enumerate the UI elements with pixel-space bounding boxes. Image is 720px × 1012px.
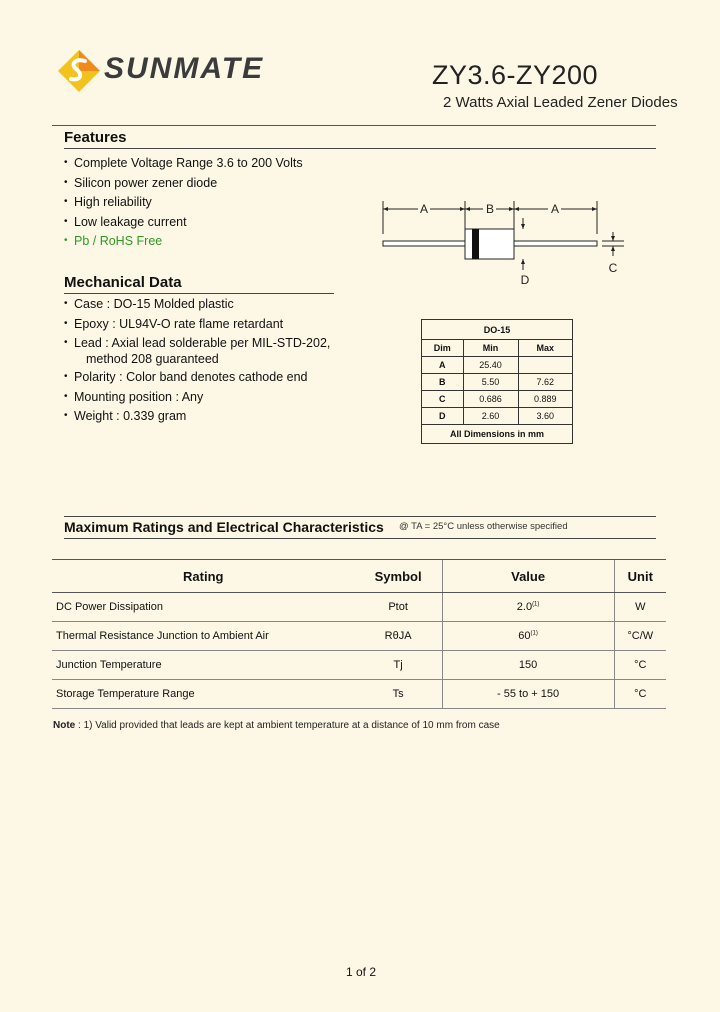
mech-item: • Lead : Axial lead solderable per MIL-STD-202, xyxy=(64,336,364,351)
note-text: : 1) Valid provided that leads are kept at ambient temperature at a distance of 10 mm from case xyxy=(78,720,500,731)
table-row xyxy=(52,651,666,680)
diode-outline-diagram xyxy=(378,196,628,288)
dim-row xyxy=(422,391,572,408)
dim-cell: 0.889 xyxy=(518,391,572,408)
feature-item: • Low leakage current xyxy=(64,215,364,230)
feature-item: • Complete Voltage Range 3.6 to 200 Volts xyxy=(64,156,364,171)
mechanical-title: Mechanical Data xyxy=(64,274,182,291)
dim-row xyxy=(422,357,572,374)
dim-cell: 3.60 xyxy=(518,408,572,425)
dim-cell: B xyxy=(422,374,463,391)
mech-item: • Epoxy : UL94V-O rate flame retardant xyxy=(64,317,364,332)
col-symbol: Symbol xyxy=(355,560,443,593)
features-title: Features xyxy=(64,129,127,146)
note-label: Note xyxy=(53,720,76,731)
value-note: (1) xyxy=(530,630,538,637)
unit-cell: W xyxy=(614,593,666,622)
dim-label-a-left: A xyxy=(419,202,429,216)
page-number: 1 of 2 xyxy=(346,965,377,979)
col-rating: Rating xyxy=(52,560,355,593)
subtitle: 2 Watts Axial Leaded Zener Diodes xyxy=(443,94,678,111)
dim-header: Dim xyxy=(422,340,463,357)
footnote xyxy=(53,720,500,731)
unit-cell: °C xyxy=(614,651,666,680)
dim-cell: 7.62 xyxy=(518,374,572,391)
dim-row xyxy=(422,374,572,391)
mechanical-rule xyxy=(64,293,334,294)
dim-label-d: D xyxy=(520,273,530,287)
dim-cell: D xyxy=(422,408,463,425)
rating-cell: Storage Temperature Range xyxy=(52,680,355,709)
feature-item: • Silicon power zener diode xyxy=(64,176,364,191)
mech-item: • Weight : 0.339 gram xyxy=(64,409,364,424)
header-divider xyxy=(52,125,656,126)
brand-name: SUNMATE xyxy=(104,52,265,85)
features-rule xyxy=(64,148,656,149)
dim-label-a-right: A xyxy=(550,202,560,216)
features-list xyxy=(64,156,364,254)
table-row xyxy=(52,593,666,622)
symbol-cell: Tj xyxy=(355,651,443,680)
ratings-table xyxy=(52,559,666,709)
unit-cell: °C xyxy=(614,680,666,709)
part-number: ZY3.6-ZY200 xyxy=(432,60,599,90)
mech-item: • Polarity : Color band denotes cathode end xyxy=(64,370,364,385)
dim-label-c: C xyxy=(608,261,618,275)
mech-item: • Mounting position : Any xyxy=(64,390,364,405)
unit-cell: °C/W xyxy=(614,622,666,651)
value-cell: - 55 to + 150 xyxy=(497,688,560,700)
col-unit: Unit xyxy=(614,560,666,593)
mech-item: • Case : DO-15 Molded plastic xyxy=(64,297,364,312)
value-note: (1) xyxy=(532,601,540,608)
dim-cell: 25.40 xyxy=(463,357,518,374)
mech-item-cont: method 208 guaranteed xyxy=(86,351,219,366)
dim-cell xyxy=(518,357,572,374)
mechanical-list xyxy=(64,297,364,429)
package-name: DO-15 xyxy=(422,320,572,340)
dim-row xyxy=(422,408,572,425)
dim-cell: 5.50 xyxy=(463,374,518,391)
symbol-cell: RθJA xyxy=(355,622,443,651)
table-row xyxy=(52,680,666,709)
dim-cell: 0.686 xyxy=(463,391,518,408)
rating-cell: Junction Temperature xyxy=(52,651,355,680)
ratings-condition: @ TA = 25°C unless otherwise specified xyxy=(399,521,568,532)
value-cell: 150 xyxy=(518,659,538,671)
col-value: Value xyxy=(442,560,614,593)
dim-cell: 2.60 xyxy=(463,408,518,425)
symbol-cell: Ptot xyxy=(355,593,443,622)
value-cell: 2.0 xyxy=(516,601,533,613)
dim-header: Min xyxy=(463,340,518,357)
rating-cell: Thermal Resistance Junction to Ambient Air xyxy=(52,622,355,651)
feature-item-rohs: • Pb / RoHS Free xyxy=(64,234,364,249)
dim-header: Max xyxy=(518,340,572,357)
table-row xyxy=(52,622,666,651)
value-cell: 60 xyxy=(518,630,531,642)
dim-footer: All Dimensions in mm xyxy=(449,429,545,439)
dim-cell: A xyxy=(422,357,463,374)
ratings-bottom-rule xyxy=(64,538,656,539)
dimensions-table xyxy=(421,319,573,444)
ratings-top-rule xyxy=(64,516,656,517)
ratings-title: Maximum Ratings and Electrical Characteristics xyxy=(64,519,384,535)
dim-label-b: B xyxy=(485,202,495,216)
rating-cell: DC Power Dissipation xyxy=(52,593,355,622)
feature-item: • High reliability xyxy=(64,195,364,210)
symbol-cell: Ts xyxy=(355,680,443,709)
sunmate-logo-icon xyxy=(56,48,102,94)
dim-cell: C xyxy=(422,391,463,408)
